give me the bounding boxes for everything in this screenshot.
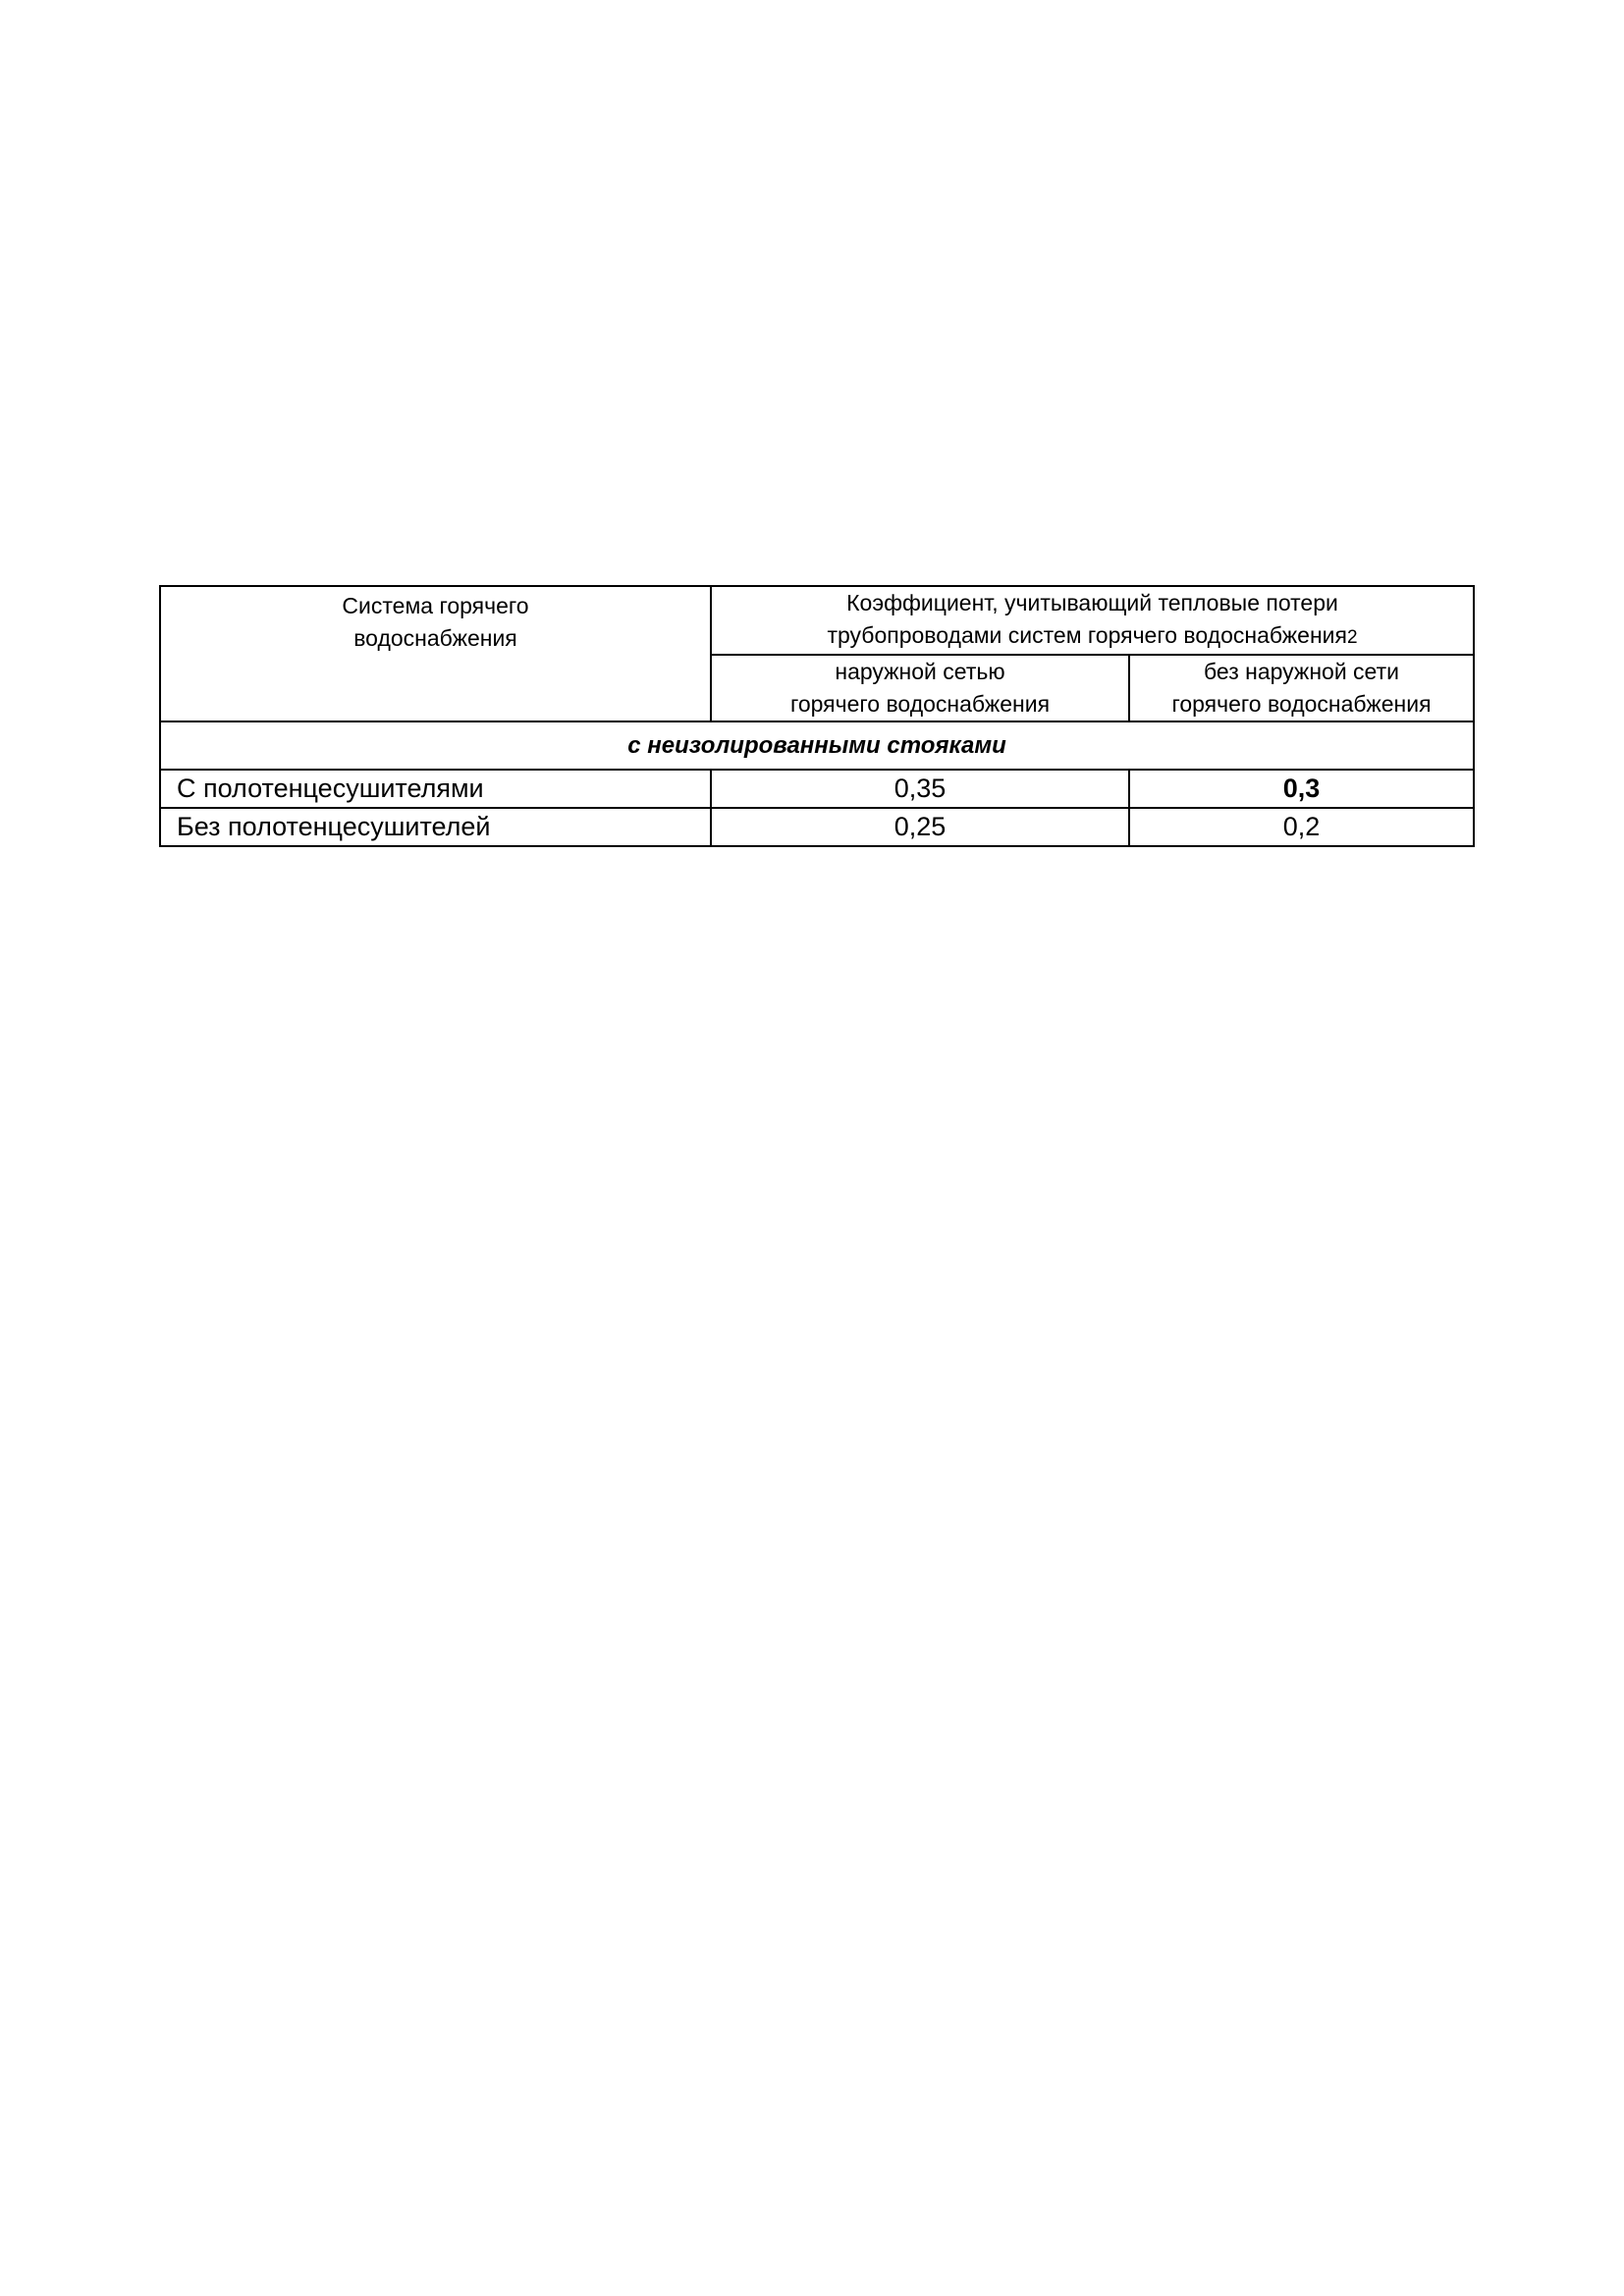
heat-loss-coefficient-table (159, 585, 1475, 847)
header-with-network-line1: наружной сетью (835, 659, 1005, 684)
header-system-line1: Система горячего (342, 593, 529, 618)
row-value-without-network: 0,3 (1129, 770, 1474, 808)
header-without-network-line2: горячего водоснабжения (1171, 691, 1432, 717)
header-coefficient-footnote: 2 (1346, 627, 1358, 648)
header-coefficient-line2-wrap (712, 619, 1473, 654)
header-coefficient-line2: трубопроводами систем горячего водоснабжения (827, 622, 1347, 648)
row-name: С полотенцесушителями (160, 770, 711, 808)
header-with-network-line2: горячего водоснабжения (789, 691, 1051, 717)
row-name: Без полотенцесушителей (160, 808, 711, 846)
table-row (160, 808, 1474, 846)
row-value-without-network: 0,2 (1129, 808, 1474, 846)
header-without-network-line1: без наружной сети (1204, 659, 1399, 684)
header-system-cell (160, 586, 711, 721)
header-coefficient-cell (711, 586, 1474, 655)
header-coefficient-line1: Коэффициент, учитывающий тепловые потери (846, 590, 1338, 615)
header-without-network-cell (1129, 655, 1474, 721)
section-title: с неизолированными стояками (160, 721, 1474, 770)
header-with-network-cell (711, 655, 1129, 721)
row-value-with-network: 0,35 (711, 770, 1129, 808)
header-system-line2: водоснабжения (353, 625, 517, 651)
table-row (160, 770, 1474, 808)
row-value-with-network: 0,25 (711, 808, 1129, 846)
